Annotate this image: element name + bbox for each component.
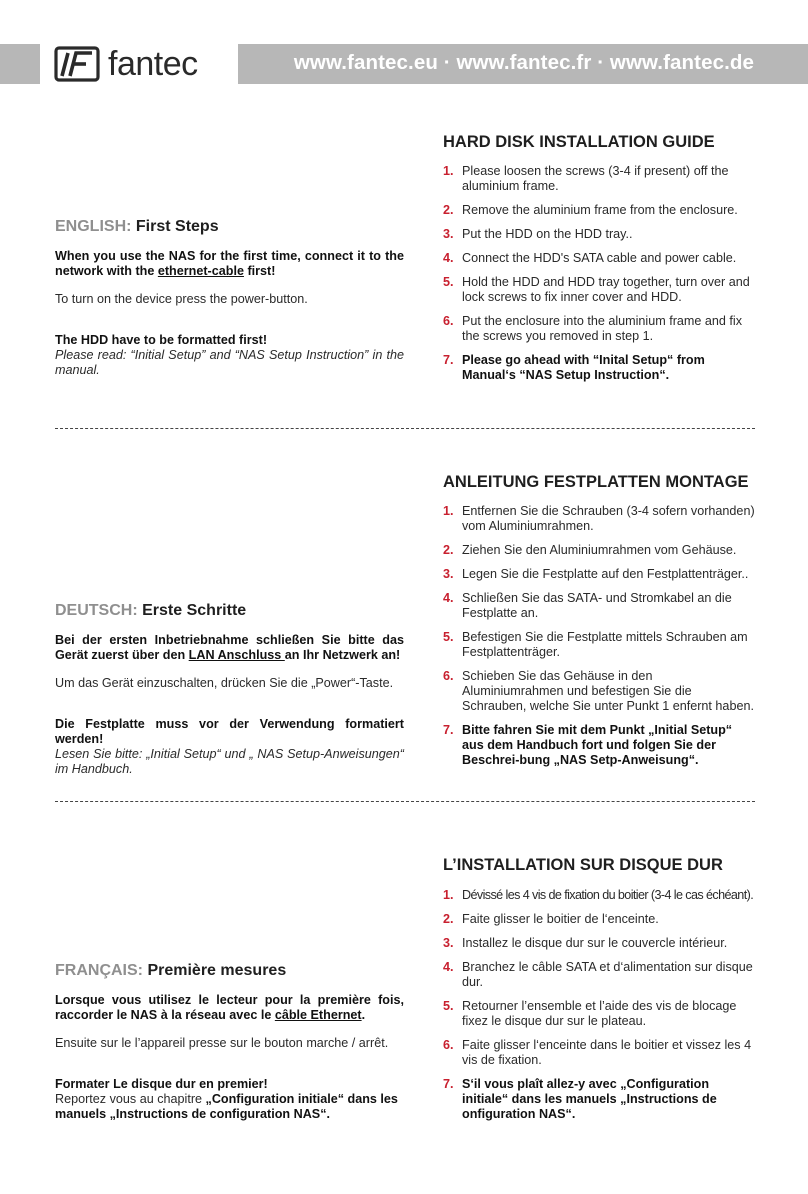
logo-wordmark: fantec bbox=[108, 45, 198, 83]
step-number: 2. bbox=[443, 912, 454, 926]
step-number: 4. bbox=[443, 960, 454, 974]
step-text: Ziehen Sie den Aluminiumrahmen vom Gehäuse. bbox=[462, 543, 737, 557]
step-number: 6. bbox=[443, 314, 454, 328]
list-item bbox=[443, 630, 755, 660]
step-number: 1. bbox=[443, 164, 454, 178]
connect-text: When you use the NAS for the first time, connect it to the network with the bbox=[55, 249, 404, 278]
power-instruction: Um das Gerät einzuschalten, drücken Sie die „Power“-Taste. bbox=[55, 676, 394, 690]
format-warning: Die Festplatte muss vor der Verwendung formatiert werden! bbox=[55, 717, 404, 746]
first-steps-title: First Steps bbox=[135, 218, 219, 235]
first-steps-heading-de bbox=[55, 603, 404, 618]
connect-text-end: . bbox=[361, 1008, 366, 1022]
fantec-logo-icon bbox=[54, 46, 100, 82]
step-number: 1. bbox=[443, 888, 454, 902]
step-number: 5. bbox=[443, 275, 454, 289]
step-number: 1. bbox=[443, 504, 454, 518]
step-text: Faite glisser le boitier de l‘enceinte. bbox=[462, 912, 659, 926]
step-text: S‘il vous plaît allez-y avec „Configuration initiale“ dans les manuels „Instructions de onfiguration NAS“. bbox=[462, 1077, 717, 1121]
install-steps-fr bbox=[443, 888, 755, 1131]
format-reference: Please read: “Initial Setup” and “NAS Setup Instruction” in the manual. bbox=[55, 348, 404, 377]
step-number: 2. bbox=[443, 543, 454, 557]
connect-instruction bbox=[55, 993, 404, 1023]
connect-text: Lorsque vous utilisez le lecteur pour la première fois, raccorder le NAS à la réseau avec le bbox=[55, 993, 404, 1022]
step-number: 3. bbox=[443, 936, 454, 950]
step-text: Schließen Sie das SATA- und Stromkabel an die Festplatte an. bbox=[462, 591, 732, 620]
power-instruction: To turn on the device press the power-button. bbox=[55, 292, 308, 306]
step-text: Bitte fahren Sie mit dem Punkt „Initial Setup“ aus dem Handbuch fort und folgen Sie der Beschrei-bung „NAS Setp-Anweisung“. bbox=[462, 723, 733, 767]
step-text: Dévissé les 4 vis de fixation du boitier (3-4 le cas échéant). bbox=[462, 888, 754, 902]
section-divider bbox=[55, 801, 755, 802]
connect-text-end: an Ihr Netzwerk an! bbox=[284, 648, 401, 662]
install-title-en: HARD DISK INSTALLATION GUIDE bbox=[443, 133, 715, 151]
power-instruction: Ensuite sur le l’appareil presse sur le bouton marche / arrêt. bbox=[55, 1036, 389, 1050]
step-number: 7. bbox=[443, 1077, 454, 1091]
install-steps-de bbox=[443, 504, 755, 777]
format-reference: Lesen Sie bitte: „Initial Setup“ und „ NAS Setup-Anweisungen“ im Handbuch. bbox=[55, 747, 404, 776]
connect-text: Bei der ersten Inbetriebnahme schließen Sie bitte das Gerät zuerst über den bbox=[55, 633, 404, 662]
list-item bbox=[443, 912, 755, 927]
step-text: Schieben Sie das Gehäuse in den Aluminiumrahmen und befestigen Sie die Schrauben, welche Sie unter Punkt 1 enfernt haben. bbox=[462, 669, 754, 713]
step-text: Hold the HDD and HDD tray together, turn over and lock screws to fix inner cover and HDD. bbox=[462, 275, 750, 304]
step-number: 3. bbox=[443, 227, 454, 241]
step-text: Entfernen Sie die Schrauben (3-4 sofern vorhanden) vom Aluminiumrahmen. bbox=[462, 504, 755, 533]
install-title-de: ANLEITUNG FESTPLATTEN MONTAGE bbox=[443, 473, 749, 491]
ethernet-cable-link: ethernet-cable bbox=[157, 264, 244, 278]
list-item bbox=[443, 543, 755, 558]
step-text: Please go ahead with “Inital Setup“ from Manual‘s “NAS Setup Instruction“. bbox=[462, 353, 705, 382]
step-text: Connect the HDD's SATA cable and power cable. bbox=[462, 251, 737, 265]
list-item bbox=[443, 164, 755, 194]
step-text: Retourner l’ensemble et l’aide des vis de blocage fixez le disque dur sur le plateau. bbox=[462, 999, 737, 1028]
step-number: 4. bbox=[443, 591, 454, 605]
format-reference bbox=[55, 1092, 404, 1122]
format-warning: The HDD have to be formatted first! bbox=[55, 333, 268, 347]
format-reference-text: Reportez vous au chapitre bbox=[55, 1092, 206, 1106]
list-item bbox=[443, 591, 755, 621]
list-item bbox=[443, 275, 755, 305]
step-number: 2. bbox=[443, 203, 454, 217]
step-number: 5. bbox=[443, 630, 454, 644]
step-number: 4. bbox=[443, 251, 454, 265]
install-steps-en bbox=[443, 164, 755, 392]
step-text: Branchez le câble SATA et d‘alimentation sur disque dur. bbox=[462, 960, 753, 989]
list-item bbox=[443, 314, 755, 344]
step-text: Put the enclosure into the aluminium frame and fix the screws you removed in step 1. bbox=[462, 314, 743, 343]
step-text: Installez le disque dur sur le couvercle intérieur. bbox=[462, 936, 728, 950]
cable-ethernet-link: câble Ethernet bbox=[274, 1008, 362, 1022]
step-text: Remove the aluminium frame from the enclosure. bbox=[462, 203, 738, 217]
list-item bbox=[443, 353, 755, 383]
format-reference-bold: „Configuration initiale“ dans les manuels „Instructions de configuration NAS“. bbox=[55, 1092, 398, 1121]
step-number: 7. bbox=[443, 353, 454, 367]
step-text: Legen Sie die Festplatte auf den Festplattenträger.. bbox=[462, 567, 749, 581]
format-warning: Formater Le disque dur en premier! bbox=[55, 1077, 268, 1091]
list-item bbox=[443, 504, 755, 534]
list-item bbox=[443, 203, 755, 218]
fantec-logo bbox=[54, 44, 198, 84]
language-label: DEUTSCH: bbox=[55, 602, 138, 619]
step-text: Befestigen Sie die Festplatte mittels Schrauben am Festplattenträger. bbox=[462, 630, 748, 659]
header-urls[interactable]: www.fantec.eu · www.fantec.fr · www.fantec.de bbox=[293, 51, 754, 74]
list-item bbox=[443, 669, 755, 714]
list-item bbox=[443, 960, 755, 990]
connect-instruction bbox=[55, 633, 404, 663]
language-label: ENGLISH: bbox=[55, 218, 132, 235]
list-item bbox=[443, 1038, 755, 1068]
step-number: 5. bbox=[443, 999, 454, 1013]
header-accent-bar bbox=[0, 44, 40, 84]
lan-anschluss-link: LAN Anschluss bbox=[188, 648, 285, 662]
first-steps-en bbox=[55, 219, 404, 378]
step-number: 3. bbox=[443, 567, 454, 581]
first-steps-de bbox=[55, 603, 404, 777]
list-item bbox=[443, 888, 755, 903]
step-number: 6. bbox=[443, 669, 454, 683]
step-number: 6. bbox=[443, 1038, 454, 1052]
first-steps-title: Erste Schritte bbox=[142, 602, 247, 619]
list-item bbox=[443, 936, 755, 951]
list-item bbox=[443, 723, 755, 768]
list-item bbox=[443, 999, 755, 1029]
list-item bbox=[443, 251, 755, 266]
language-label: FRANÇAIS: bbox=[55, 962, 143, 979]
first-steps-heading-fr bbox=[55, 963, 404, 978]
section-divider bbox=[55, 428, 755, 429]
first-steps-fr bbox=[55, 963, 404, 1122]
list-item bbox=[443, 1077, 755, 1122]
step-text: Put the HDD on the HDD tray.. bbox=[462, 227, 633, 241]
list-item bbox=[443, 567, 755, 582]
install-title-fr: L’INSTALLATION SUR DISQUE DUR bbox=[443, 856, 723, 874]
step-number: 7. bbox=[443, 723, 454, 737]
step-text: Please loosen the screws (3-4 if present) off the aluminium frame. bbox=[462, 164, 729, 193]
first-steps-title: Première mesures bbox=[147, 962, 287, 979]
step-text: Faite glisser l‘enceinte dans le boitier et vissez les 4 vis de fixation. bbox=[462, 1038, 752, 1067]
list-item bbox=[443, 227, 755, 242]
first-steps-heading-en bbox=[55, 219, 404, 234]
connect-text-end: first! bbox=[243, 264, 276, 278]
connect-instruction bbox=[55, 249, 404, 279]
